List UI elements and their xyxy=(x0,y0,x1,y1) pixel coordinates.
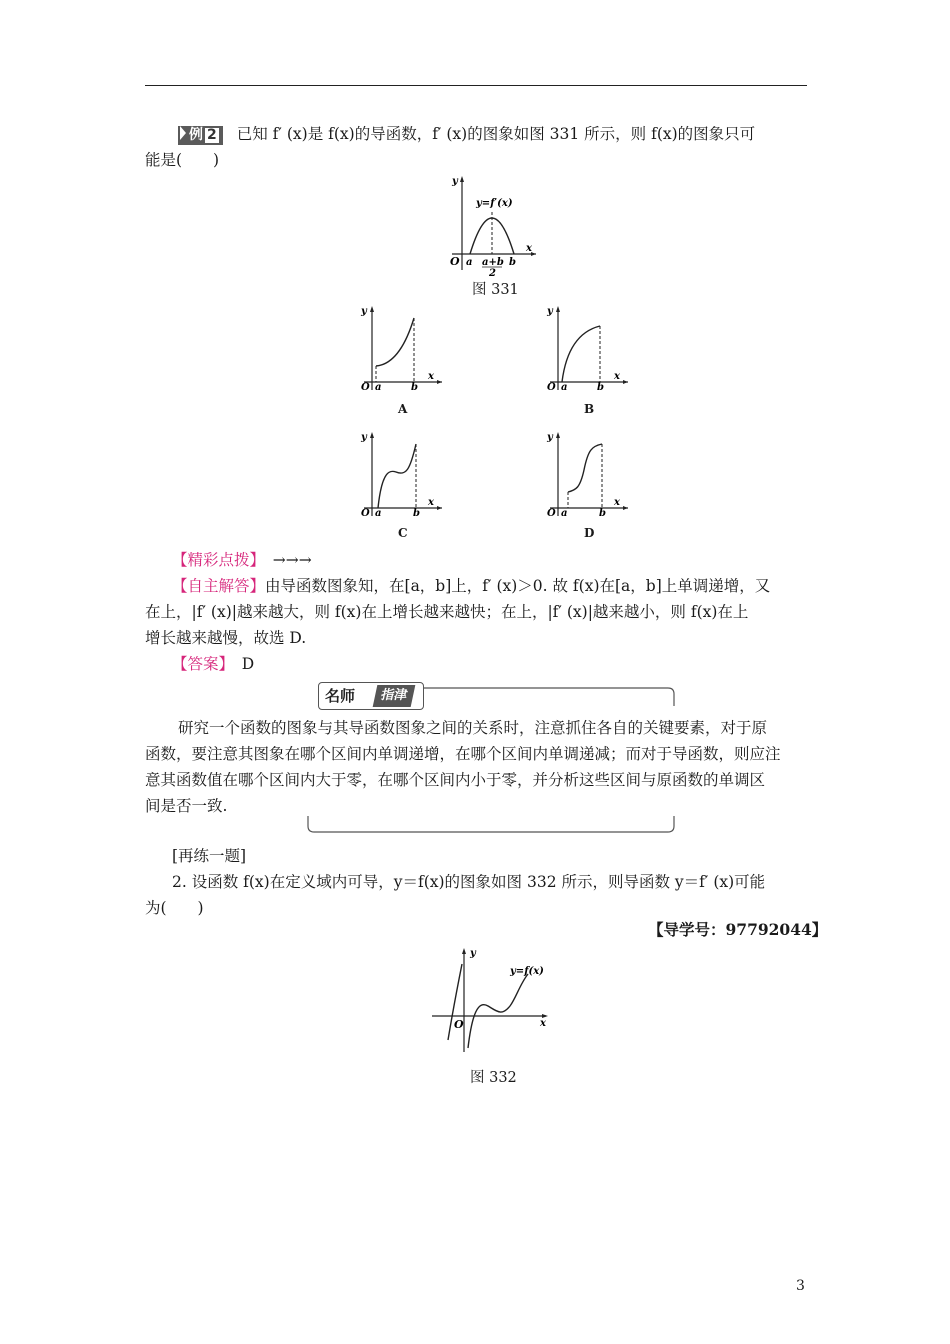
solution-line-1: 【自主解答】由导函数图象知，在[a，b]上，f′ (x)＞0. 故 f(x)在[a，b]上单调递增，又 xyxy=(172,577,771,595)
practice-line-1: 2. 设函数 f(x)在定义域内可导，y＝f(x)的图象如图 332 所示，则导函数 y＝f′ (x)可能 xyxy=(172,873,766,891)
example-tag: 例 2 xyxy=(178,126,223,145)
teacher-line-3: 意其函数值在哪个区间内大于零，在哪个区间内小于零，并分析这些区间与原函数的单调区 xyxy=(145,771,766,789)
practice-line-2: 为( ) xyxy=(145,899,204,917)
solution-line-2: 在上，|f′ (x)|越来越大，则 f(x)在上增长越来越快；在上，|f′ (x)|越来越小，则 f(x)在上 xyxy=(145,603,749,621)
svg-text:b: b xyxy=(411,382,418,393)
svg-text:a: a xyxy=(561,382,568,393)
solution-label: 【自主解答】 xyxy=(172,577,266,595)
option-c-graph xyxy=(356,430,446,520)
highlight-arrows: →→→ xyxy=(272,551,312,569)
svg-text:a: a xyxy=(375,382,382,393)
figure-331 xyxy=(440,172,540,279)
fig331-tick-b: b xyxy=(509,257,516,268)
fig331-axis-x: x xyxy=(526,243,532,254)
svg-text:O: O xyxy=(547,382,556,393)
figure-332 xyxy=(428,944,552,1054)
teacher-line-4: 间是否一致. xyxy=(145,797,228,815)
solution-line-3: 增长越来越慢，故选 D. xyxy=(145,629,307,647)
teacher-badge: 名师 指津 xyxy=(318,682,424,710)
fig331-curve-label: y=f′(x) xyxy=(476,198,513,209)
option-a-label: A xyxy=(398,402,408,416)
fig332-curve-label: y=f(x) xyxy=(510,966,544,977)
svg-text:x: x xyxy=(428,497,434,508)
svg-text:O: O xyxy=(361,508,370,519)
highlight-label: 【精彩点拨】 xyxy=(172,551,258,569)
svg-text:x: x xyxy=(428,371,434,382)
answer-value: D xyxy=(241,655,255,673)
svg-text:y: y xyxy=(361,306,367,317)
header-rule xyxy=(145,85,807,86)
svg-text:b: b xyxy=(597,382,604,393)
option-a-graph xyxy=(356,304,446,394)
answer-label: 【答案】 xyxy=(172,655,227,673)
teacher-line-1: 研究一个函数的图象与其导函数图象之间的关系时，注意抓住各自的关键要素，对于原 xyxy=(178,719,768,737)
option-b-label: B xyxy=(584,402,595,416)
fig332-caption: 图 332 xyxy=(470,1070,517,1086)
fig331-axis-y: y xyxy=(452,176,458,187)
svg-text:y: y xyxy=(547,432,553,443)
practice-heading: [再练一题] xyxy=(172,847,247,865)
highlight-line xyxy=(172,548,312,572)
svg-text:x: x xyxy=(614,497,620,508)
fig331-origin: O xyxy=(450,255,460,268)
fig331-tick-den: 2 xyxy=(489,268,496,279)
teacher-line-2: 函数，要注意其图象在哪个区间内单调递增，在哪个区间内单调递减；而对于导函数，则应注 xyxy=(145,745,781,763)
fig331-tick-mid: a+b xyxy=(482,257,504,268)
option-d-label: D xyxy=(584,526,595,540)
svg-text:b: b xyxy=(599,508,606,519)
example-line-2: 能是( ) xyxy=(145,151,220,169)
fig332-axis-y: y xyxy=(470,948,476,959)
practice-ref: 【导学号：97792044】 xyxy=(648,920,828,939)
svg-text:b: b xyxy=(413,508,420,519)
option-d-graph xyxy=(542,430,632,520)
svg-text:x: x xyxy=(614,371,620,382)
svg-text:O: O xyxy=(361,382,370,393)
option-c-label: C xyxy=(398,526,408,540)
svg-text:y: y xyxy=(361,432,367,443)
fig331-caption: 图 331 xyxy=(472,282,519,298)
page-number: 3 xyxy=(796,1278,805,1294)
svg-text:O: O xyxy=(547,508,556,519)
example-line-1: 例 2 已知 f′ (x)是 f(x)的导函数，f′ (x)的图象如图 331 所示，则 f(x)的图象只可 xyxy=(178,122,755,146)
fig332-origin: O xyxy=(454,1018,464,1031)
svg-text:y: y xyxy=(547,306,553,317)
fig332-axis-x: x xyxy=(540,1018,546,1029)
svg-text:a: a xyxy=(561,508,568,519)
svg-text:a: a xyxy=(375,508,382,519)
fig331-tick-a: a xyxy=(466,257,473,268)
option-b-graph xyxy=(542,304,632,394)
answer-line xyxy=(172,652,254,676)
